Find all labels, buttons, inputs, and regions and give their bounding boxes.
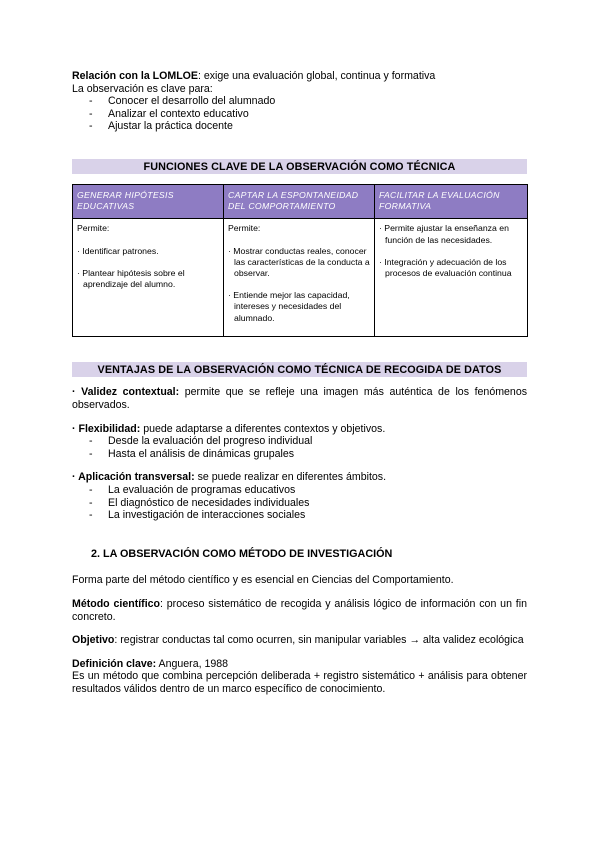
aplicacion-paragraph (72, 471, 527, 484)
document-page (72, 70, 527, 695)
list-item: - La investigación de interacciones sociales (89, 509, 527, 522)
table-header-espontaneidad: CAPTAR LA ESPONTANEIDAD DEL COMPORTAMIENTO (224, 184, 375, 218)
objetivo-paragraph (72, 634, 527, 647)
aplicacion-list (72, 484, 527, 522)
lomloe-label: Relación con la LOMLOE (72, 70, 198, 82)
aplicacion-label: · Aplicación transversal: (72, 471, 195, 484)
validez-paragraph (72, 386, 527, 411)
metodo-cientifico-paragraph (72, 598, 527, 623)
table-cell-hipotesis (73, 219, 224, 337)
section-heading: 2. LA OBSERVACIÓN COMO MÉTODO DE INVESTIGACIÓN (91, 547, 393, 560)
list-item: - Desde la evaluación del progreso individual (89, 435, 527, 448)
flexibilidad-text: puede adaptarse a diferentes contextos y objetivos. (140, 422, 386, 435)
list-item: - Analizar el contexto educativo (89, 108, 527, 121)
flexibilidad-paragraph (72, 423, 527, 436)
cell-item: · Permite ajustar la enseñanza en función de las necesidades. (379, 223, 509, 245)
forma-paragraph: Forma parte del método científico y es esencial en Ciencias del Comportamiento. (72, 574, 454, 587)
lomloe-line (72, 70, 527, 83)
cell-item: · Integración y adecuación de los procesos de evaluación continua (379, 256, 512, 278)
clave-line: La observación es clave para: (72, 82, 213, 95)
cell-item: · Plantear hipótesis sobre el aprendizaje del alumno. (77, 267, 185, 289)
table-header-hipotesis: GENERAR HIPÓTESIS EDUCATIVAS (73, 184, 224, 218)
objetivo-label: Objetivo (72, 634, 115, 647)
table-header-evaluacion: FACILITAR LA EVALUACIÓN FORMATIVA (375, 184, 528, 218)
definicion-label: Definición clave: (72, 657, 157, 670)
funciones-title: FUNCIONES CLAVE DE LA OBSERVACIÓN COMO TÉCNICA (72, 159, 527, 174)
metodo-cientifico-text: : proceso sistemático de recogida y análisis lógico de información con un fin concreto. (72, 597, 527, 623)
funciones-table (72, 184, 528, 337)
table-cell-espontaneidad (224, 219, 375, 337)
cell-item: · Mostrar conductas reales, conocer las características de la conducta a observar. (228, 245, 370, 278)
definicion-line (72, 658, 527, 671)
validez-text: permite que se refleje una imagen más auténtica de los fenómenos observados. (72, 386, 528, 411)
definicion-text: Es un método que combina percepción deliberada + registro sistemático + análisis para obtener resultados válidos dentro de un marco específico de conocimiento. (72, 670, 527, 695)
flexibilidad-list (72, 435, 527, 460)
clave-list (72, 95, 527, 133)
definicion-author: Anguera, 1988 (156, 657, 229, 670)
list-item: - Hasta el análisis de dinámicas grupales (89, 448, 527, 461)
metodo-cientifico-label: Método científico (72, 597, 160, 610)
list-item: - Ajustar la práctica docente (89, 120, 527, 133)
cell-lead: Permite: (77, 223, 110, 234)
list-item: - Conocer el desarrollo del alumnado (89, 95, 527, 108)
table-cell-evaluacion (375, 219, 528, 337)
objetivo-text: : registrar conductas tal como ocurren, sin manipular variables → alta validez ecológica (114, 634, 524, 647)
list-item: - La evaluación de programas educativos (89, 484, 527, 497)
cell-lead: Permite: (228, 223, 261, 234)
validez-label: · Validez contextual: (72, 386, 180, 399)
lomloe-text: : exige una evaluación global, continua y formativa (197, 70, 436, 82)
aplicacion-text: se puede realizar en diferentes ámbitos. (194, 471, 387, 484)
cell-item: · Identificar patrones. (77, 245, 159, 256)
ventajas-title: VENTAJAS DE LA OBSERVACIÓN COMO TÉCNICA DE RECOGIDA DE DATOS (72, 362, 527, 377)
flexibilidad-label: · Flexibilidad: (72, 422, 141, 435)
list-item: - El diagnóstico de necesidades individuales (89, 497, 527, 510)
cell-item: · Entiende mejor las capacidad, intereses y necesidades del alumnado. (228, 290, 350, 323)
